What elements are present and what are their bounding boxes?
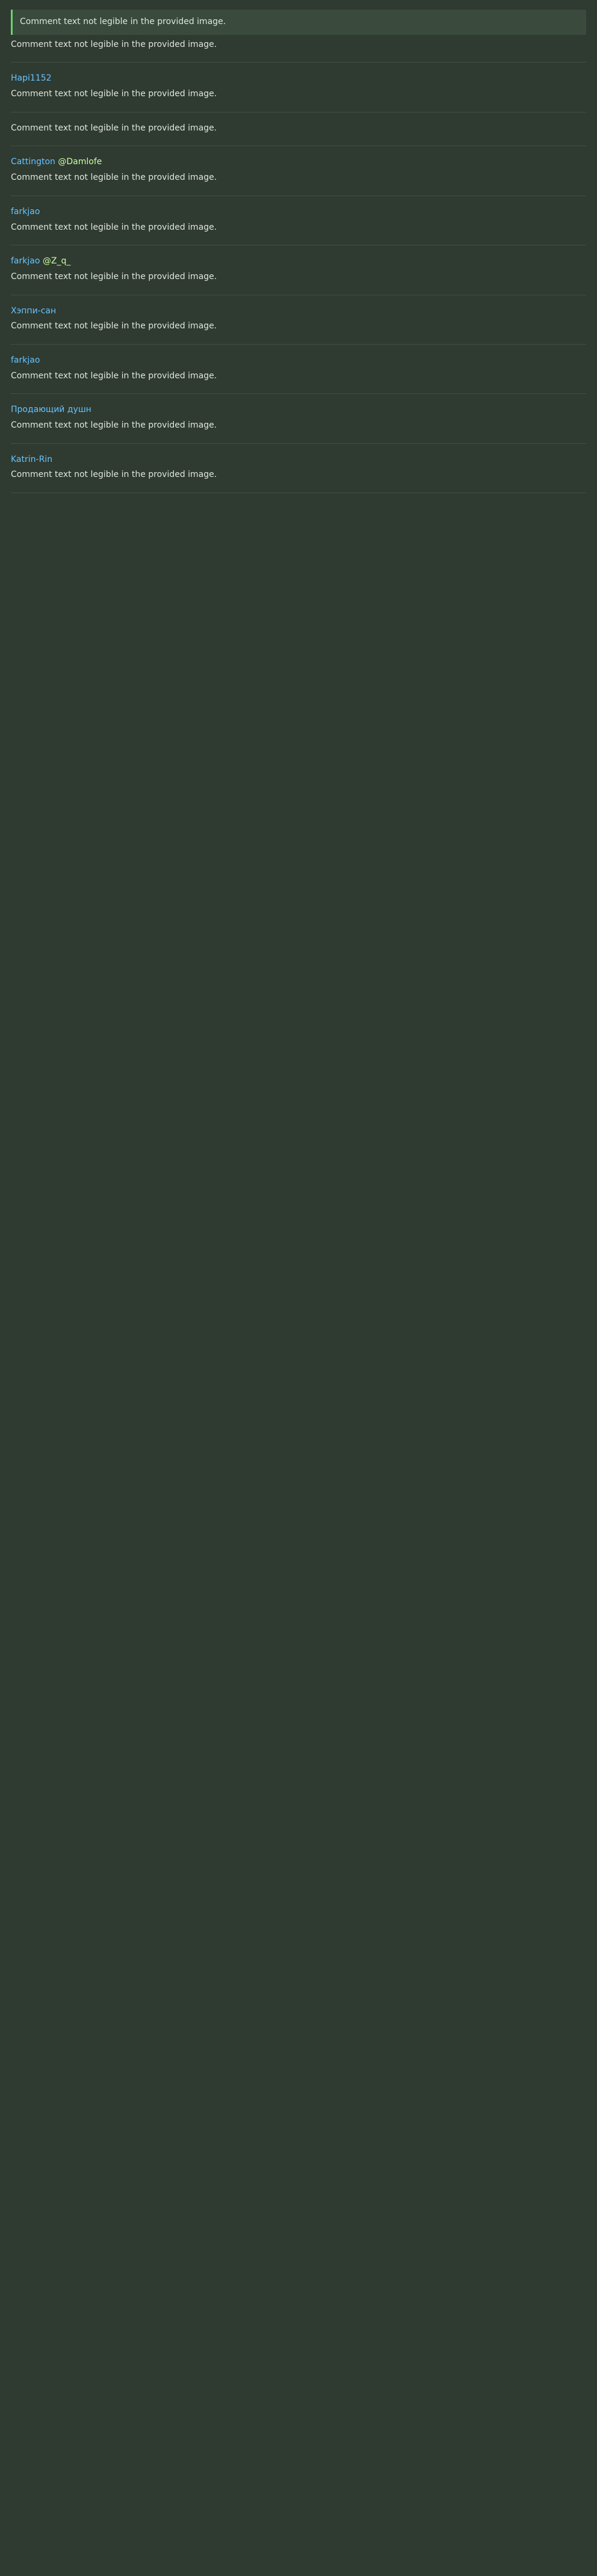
comment-author-link[interactable]: farkjao [11, 206, 40, 217]
comment-paragraph: Comment text not legible in the provided image. [11, 370, 217, 381]
comment-item [11, 345, 586, 394]
comment-paragraph: Comment text not legible in the provided image. [11, 173, 217, 183]
comment-body [11, 38, 586, 52]
comment-author-link[interactable]: Katrin-Rin [11, 454, 53, 464]
comment-head [11, 305, 586, 318]
comment-item [11, 295, 586, 345]
comment-author-link[interactable]: Продающий душн [11, 405, 91, 415]
comment-head [11, 404, 586, 417]
comment-item [11, 196, 586, 245]
comment-body [11, 221, 586, 235]
comment-item [11, 245, 586, 295]
comment-quote [11, 10, 586, 35]
comment-list [11, 0, 586, 493]
comment-item [11, 112, 586, 147]
comment-head [11, 354, 586, 367]
comment-body [11, 88, 586, 101]
comment-item [11, 394, 586, 443]
comment-body [11, 469, 586, 482]
comment-body [11, 320, 586, 333]
comment-paragraph: Comment text not legible in the provided image. [11, 271, 217, 281]
comment-author-link[interactable]: farkjao [11, 256, 40, 266]
comment-mention[interactable]: @Z_q_ [42, 256, 71, 266]
comment-item [11, 63, 586, 112]
comment-mention[interactable]: @Damlofe [58, 157, 102, 167]
comment-paragraph: Comment text not legible in the provided image. [11, 123, 217, 133]
comment-head [11, 72, 586, 85]
quote-paragraph: Comment text not legible in the provided image. [20, 17, 226, 26]
comment-body [11, 122, 586, 135]
comment-author-link[interactable]: farkjao [11, 355, 40, 365]
comment-head [11, 453, 586, 467]
comment-body [11, 271, 586, 284]
comment-body [11, 370, 586, 383]
comment-item [11, 444, 586, 493]
comment-paragraph: Comment text not legible in the provided image. [11, 89, 217, 99]
comment-body [11, 171, 586, 185]
comment-author-link[interactable]: Hapi1152 [11, 73, 52, 84]
comment-paragraph: Comment text not legible in the provided image. [11, 39, 217, 49]
comment-author-link[interactable]: Хэппи-сан [11, 306, 57, 316]
comments-page [0, 0, 597, 493]
comment-author-link[interactable]: Cattington [11, 157, 55, 167]
comment-paragraph: Comment text not legible in the provided image. [11, 420, 217, 430]
comment-head [11, 206, 586, 219]
comment-body [11, 419, 586, 432]
comment-head [11, 156, 586, 169]
comment-item [11, 146, 586, 195]
comment-head [11, 255, 586, 268]
comment-paragraph: Comment text not legible in the provided image. [11, 321, 217, 331]
comment-paragraph: Comment text not legible in the provided image. [11, 470, 217, 480]
comment-item [11, 0, 586, 63]
comment-paragraph: Comment text not legible in the provided image. [11, 222, 217, 232]
